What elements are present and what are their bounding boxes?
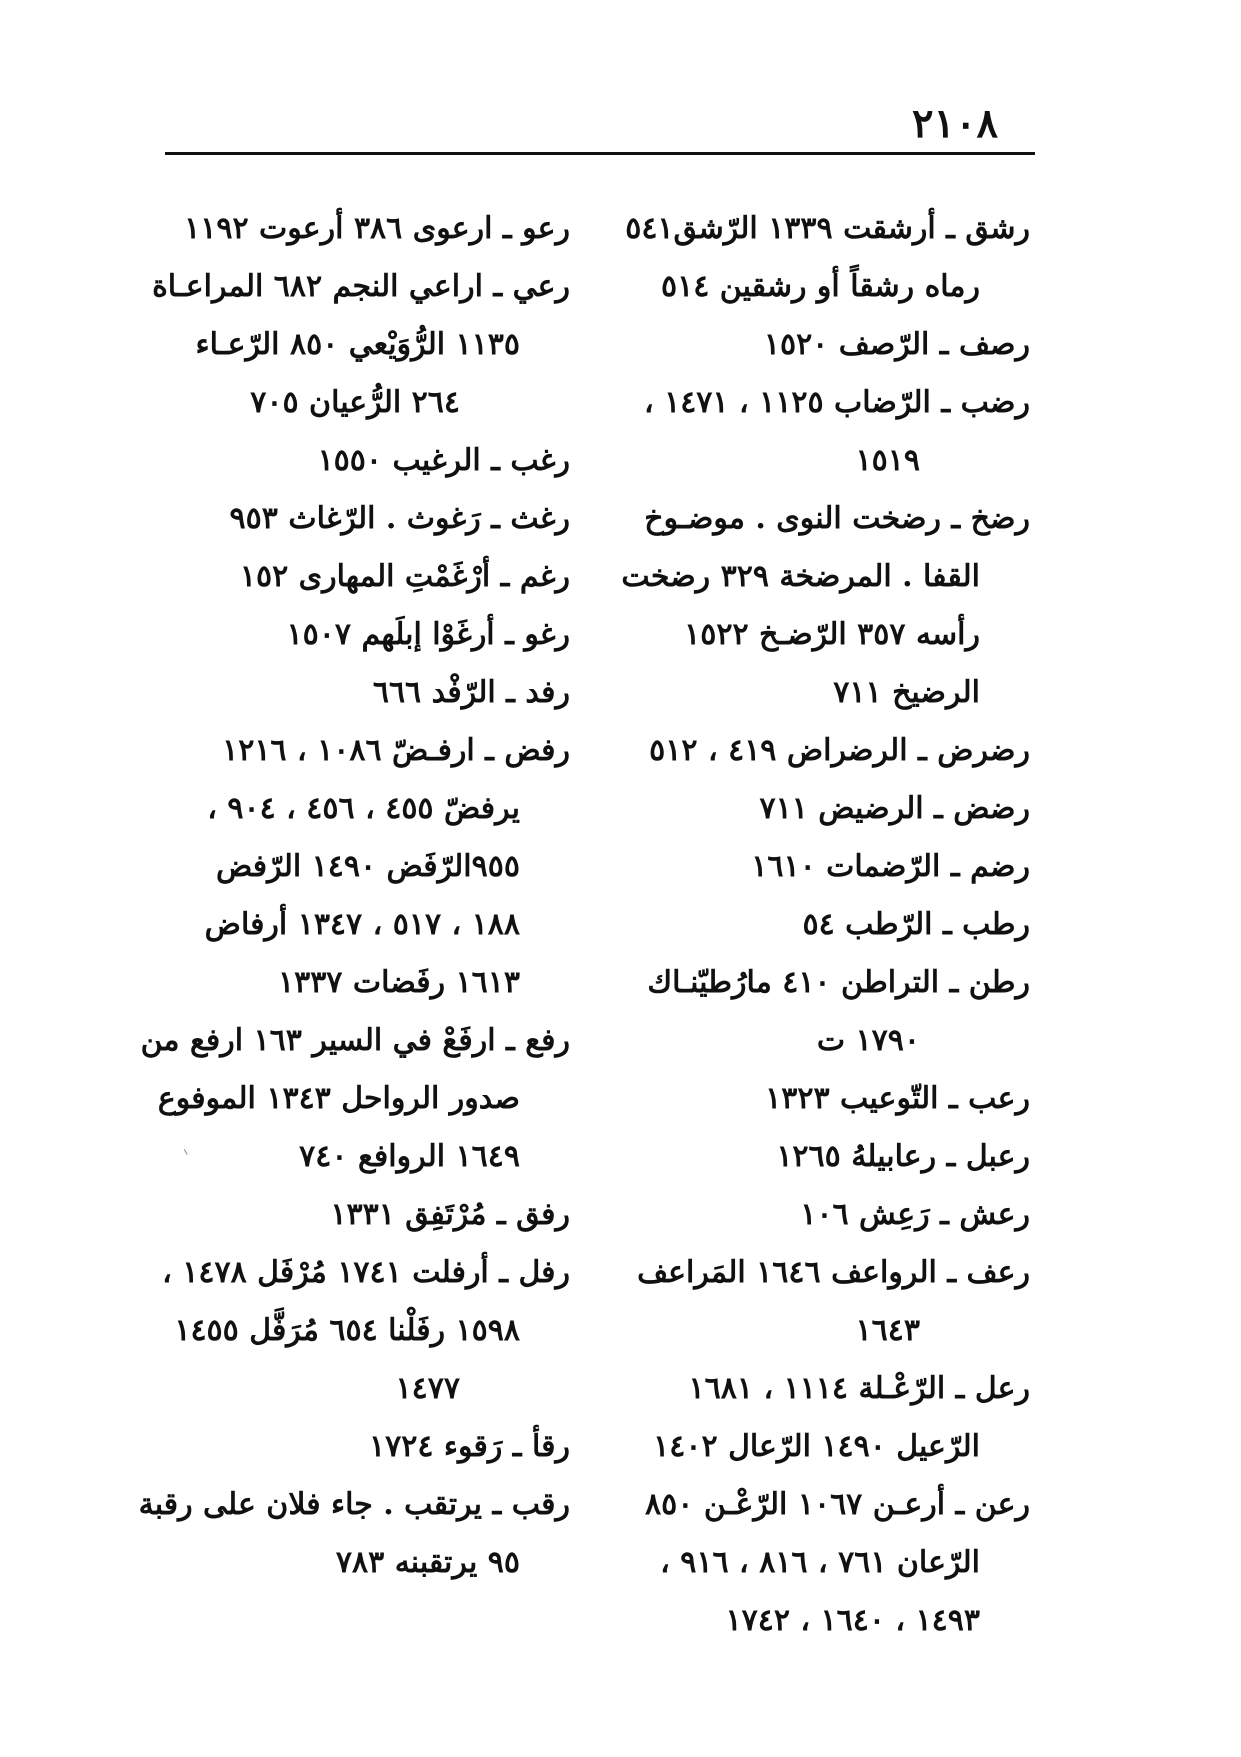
header-rule bbox=[165, 152, 1035, 155]
index-line: رفق ـ مُرْتَفِق ١٣٣١ bbox=[330, 1197, 570, 1232]
index-line: ١٧٩٠ ت bbox=[816, 1023, 920, 1058]
index-line: الرضيخ ٧١١ bbox=[833, 675, 980, 710]
index-line: رقب ـ يرتقب . جاء فلان على رقبة bbox=[138, 1487, 570, 1522]
index-line: ٩٥ يرتقبنه ٧٨٣ bbox=[335, 1545, 520, 1580]
index-line: ٢٦٤ الرُّعيان ٧٠٥ bbox=[250, 385, 460, 420]
index-line: رغو ـ أرغَوْا إبلَهم ١٥٠٧ bbox=[286, 617, 570, 652]
index-line: رعب ـ التّوعيب ١٣٢٣ bbox=[765, 1081, 1030, 1116]
index-line: رماه رشقاً أو رشقين ٥١٤ bbox=[661, 269, 980, 304]
index-line: رطب ـ الرّطب ٥٤ bbox=[802, 907, 1030, 942]
index-line: يرفضّ ٤٥٥ ، ٤٥٦ ، ٩٠٤ ، bbox=[207, 791, 520, 826]
index-line: رضض ـ الرضيض ٧١١ bbox=[759, 791, 1030, 826]
index-line: رطن ـ التراطن ٤١٠ مارُطيّنـاك bbox=[647, 965, 1030, 1000]
index-line: رغث ـ رَغوث . الرّغاث ٩٥٣ bbox=[229, 501, 570, 536]
index-line: رأسه ٣٥٧ الرّضـخ ١٥٢٢ bbox=[684, 617, 980, 652]
index-line: رفد ـ الرّفْد ٦٦٦ bbox=[372, 675, 570, 710]
index-line: رفل ـ أرفلت ١٧٤١ مُرْفَل ١٤٧٨ ، bbox=[162, 1255, 570, 1290]
index-line: الرّعيل ١٤٩٠ الرّعال ١٤٠٢ bbox=[653, 1429, 980, 1464]
index-line: رعو ـ ارعوى ٣٨٦ أرعوت ١١٩٢ bbox=[184, 211, 570, 246]
right-column bbox=[620, 200, 1030, 1650]
index-line: رشق ـ أرشقت ١٣٣٩ الرّشق٥٤١ bbox=[625, 211, 1030, 246]
index-line: الرّعان ٧٦١ ، ٨١٦ ، ٩١٦ ، bbox=[660, 1545, 980, 1580]
index-line: رعن ـ أرعـن ١٠٦٧ الرّعْـن ٨٥٠ bbox=[645, 1487, 1030, 1522]
index-line: ١١٣٥ الرُّوَيْعي ٨٥٠ الرّعـاء bbox=[195, 327, 520, 362]
index-line: رضم ـ الرّضمات ١٦١٠ bbox=[751, 849, 1030, 884]
index-line: رعي ـ اراعي النجم ٦٨٢ المراعـاة bbox=[152, 269, 570, 304]
index-line: القفا . المرضخة ٣٢٩ رضخت bbox=[621, 559, 980, 594]
index-line: رعبل ـ رعابيلهُ ١٢٦٥ bbox=[776, 1139, 1030, 1174]
index-line: رفع ـ ارفَعْ في السير ١٦٣ ارفع من bbox=[140, 1023, 570, 1058]
index-line: رضب ـ الرّضاب ١١٢٥ ، ١٤٧١ ، bbox=[643, 385, 1030, 420]
index-line: صدور الرواحل ١٣٤٣ الموفوع bbox=[157, 1081, 520, 1116]
page-number: ٢١٠٨ bbox=[912, 100, 998, 147]
index-line: رعف ـ الرواعف ١٦٤٦ المَراعف bbox=[637, 1255, 1030, 1290]
index-line: ١٥١٩ bbox=[855, 443, 920, 478]
index-line: ١٤٩٣ ، ١٦٤٠ ، ١٧٤٢ bbox=[725, 1603, 980, 1638]
left-column bbox=[138, 200, 570, 1592]
index-line: رقأ ـ رَقوء ١٧٢٤ bbox=[369, 1429, 570, 1464]
index-line: رضرض ـ الرضراض ٤١٩ ، ٥١٢ bbox=[649, 733, 1030, 768]
index-line: رصف ـ الرّصف ١٥٢٠ bbox=[763, 327, 1030, 362]
index-line: ٩٥٥الرّفَض ١٤٩٠ الرّفض bbox=[216, 849, 520, 884]
index-line: رغم ـ أرْغَمْتِ المهارى ١٥٢ bbox=[239, 559, 570, 594]
index-line: ١٦١٣ رفَضات ١٣٣٧ bbox=[277, 965, 520, 1000]
index-line: رفض ـ ارفـضّ ١٠٨٦ ، ١٢١٦ bbox=[222, 733, 570, 768]
index-line: رغب ـ الرغيب ١٥٥٠ bbox=[317, 443, 570, 478]
index-line: رعش ـ رَعِش ١٠٦ bbox=[800, 1197, 1030, 1232]
index-line: رضخ ـ رضخت النوى . موضـوخ bbox=[644, 501, 1030, 536]
index-line: ١٦٤٣ bbox=[855, 1313, 920, 1348]
index-line: ١٨٨ ، ٥١٧ ، ١٣٤٧ أرفاض bbox=[204, 907, 520, 942]
index-line: ١٦٤٩ الروافع ٧٤٠ bbox=[299, 1139, 520, 1174]
index-line: رعل ـ الرّعْـلة ١١١٤ ، ١٦٨١ bbox=[688, 1371, 1030, 1406]
index-line: ١٤٧٧ bbox=[395, 1371, 460, 1406]
index-line: ١٥٩٨ رفَلْنا ٦٥٤ مُرَفَّل ١٤٥٥ bbox=[174, 1313, 520, 1348]
